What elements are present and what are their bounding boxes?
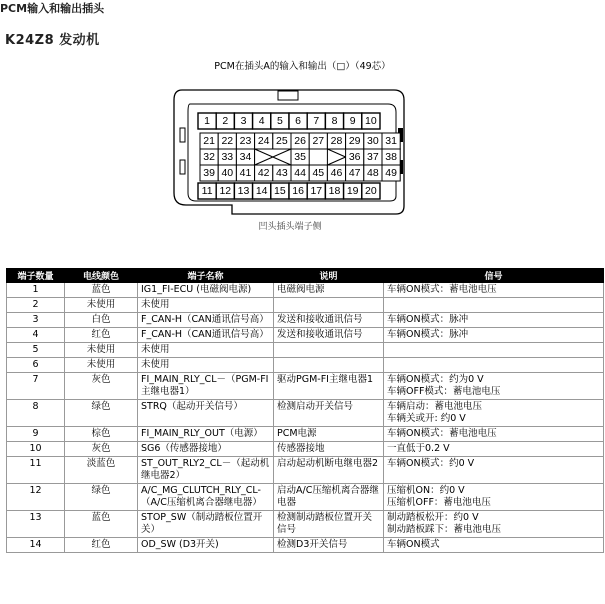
terminal-name: F_CAN-H（CAN通讯信号高） — [138, 328, 274, 343]
terminal-name: 未使用 — [138, 343, 274, 358]
wire-color: 灰色 — [65, 442, 138, 457]
pin-label: 16 — [292, 185, 304, 197]
connector-diagram — [0, 0, 605, 240]
description: 检测D3开关信号 — [274, 538, 384, 553]
pin-label: 3 — [240, 115, 247, 127]
table-row — [7, 427, 604, 442]
pin-label: 6 — [295, 115, 302, 127]
wire-color: 白色 — [65, 313, 138, 328]
pin-label: 10 — [365, 115, 377, 127]
terminal-number: 8 — [7, 400, 65, 427]
wire-color: 红色 — [65, 538, 138, 553]
pin-label: 15 — [274, 185, 286, 197]
terminal-name: F_CAN-H（CAN通讯信号高） — [138, 313, 274, 328]
wire-color: 未使用 — [65, 358, 138, 373]
terminal-number: 4 — [7, 328, 65, 343]
description: 发送和接收通讯信号 — [274, 328, 384, 343]
pin-label: 39 — [203, 167, 215, 179]
terminal-name: 未使用 — [138, 358, 274, 373]
pin-label: 7 — [313, 115, 320, 127]
pin-label: 17 — [310, 185, 323, 197]
pin-label: 33 — [221, 151, 234, 163]
wire-color: 未使用 — [65, 298, 138, 313]
terminal-name: FI_MAIN_RLY_CL－（PGM-FI主继电器1） — [138, 373, 274, 400]
description — [274, 298, 384, 313]
wire-color: 未使用 — [65, 343, 138, 358]
table-row — [7, 457, 604, 484]
signal: 车辆ON模式 — [384, 538, 604, 553]
pin-label: 4 — [258, 115, 265, 127]
description — [274, 358, 384, 373]
wire-color: 蓝色 — [65, 283, 138, 298]
pin-label: 13 — [237, 185, 250, 197]
pin-label: 36 — [348, 151, 361, 163]
pin-label: 28 — [330, 135, 343, 147]
pin-label: 1 — [204, 115, 211, 127]
table-row — [7, 373, 604, 400]
signal — [384, 298, 604, 313]
pin-label: 30 — [367, 135, 379, 147]
wire-color: 淡蓝色 — [65, 457, 138, 484]
signal: 车辆ON模式：蓄电池电压 — [384, 283, 604, 298]
pin-label: 49 — [385, 167, 397, 179]
header-description: 说明 — [274, 269, 384, 283]
connector-caption: 凹头插头端子侧 — [258, 222, 322, 232]
terminal-name: IG1_FI-ECU (电磁阀电源) — [138, 283, 274, 298]
description: 电磁阀电源 — [274, 283, 384, 298]
signal: 车辆ON模式：脉冲 — [384, 313, 604, 328]
terminal-number: 14 — [7, 538, 65, 553]
terminal-number: 12 — [7, 484, 65, 511]
pin-label: 32 — [203, 151, 215, 163]
table-row — [7, 358, 604, 373]
terminal-number: 2 — [7, 298, 65, 313]
signal: 车辆ON模式：蓄电池电压 — [384, 427, 604, 442]
header-terminal: 端子数量 — [7, 269, 65, 283]
signal: 车辆启动：蓄电池电压 车辆关或开: 约0 V — [384, 400, 604, 427]
pin-label: 46 — [330, 167, 343, 179]
pin-label: 42 — [257, 167, 270, 179]
table-header-row — [7, 269, 604, 283]
wire-color: 蓝色 — [65, 511, 138, 538]
pin-label: 5 — [276, 115, 283, 127]
terminal-number: 13 — [7, 511, 65, 538]
pin-label: 21 — [203, 135, 215, 147]
table-row — [7, 343, 604, 358]
terminal-number: 5 — [7, 343, 65, 358]
table-row — [7, 484, 604, 511]
wire-color: 绿色 — [65, 484, 138, 511]
signal: 一直低于0.2 V — [384, 442, 604, 457]
description — [274, 343, 384, 358]
table-row — [7, 511, 604, 538]
engine-model-title: K24Z8 发动机 — [5, 33, 100, 48]
terminal-name: ST_OUT_RLY2_CL－（起动机继电器2） — [138, 457, 274, 484]
pin-label: 9 — [349, 115, 356, 127]
terminal-number: 11 — [7, 457, 65, 484]
signal: 压缩机ON：约0 V 压缩机OFF：蓄电池电压 — [384, 484, 604, 511]
description: 驱动PGM-FI主继电器1 — [274, 373, 384, 400]
terminal-name: STRQ（起动开关信号） — [138, 400, 274, 427]
pin-label: 44 — [294, 167, 306, 179]
pin-label: 12 — [219, 185, 232, 197]
terminal-name: A/C_MG_CLUTCH_RLY_CL-（A/C压缩机离合器继电器） — [138, 484, 274, 511]
description: PCM电源 — [274, 427, 384, 442]
signal — [384, 358, 604, 373]
pin-label: 35 — [294, 151, 306, 163]
terminal-number: 9 — [7, 427, 65, 442]
description: 发送和接收通讯信号 — [274, 313, 384, 328]
pin-label: 18 — [328, 185, 341, 197]
description: 检测制动踏板位置开关信号 — [274, 511, 384, 538]
pin-label: 19 — [346, 185, 359, 197]
wire-color: 灰色 — [65, 373, 138, 400]
pin-label: 25 — [276, 135, 288, 147]
terminal-name: SG6（传感器接地） — [138, 442, 274, 457]
description: 启动起动机断电继电器2 — [274, 457, 384, 484]
table-row — [7, 283, 604, 298]
page-header: PCM输入和输出插头 — [0, 2, 105, 15]
pin-label: 29 — [348, 135, 361, 147]
signal — [384, 343, 604, 358]
pin-label: 24 — [257, 135, 270, 147]
wire-color: 绿色 — [65, 400, 138, 427]
wire-color: 棕色 — [65, 427, 138, 442]
table-row — [7, 442, 604, 457]
terminal-name: STOP_SW（制动踏板位置开关） — [138, 511, 274, 538]
pin-label: 22 — [221, 135, 234, 147]
signal: 车辆ON模式：脉冲 — [384, 328, 604, 343]
header-wire-color: 电线颜色 — [65, 269, 138, 283]
pin-label: 2 — [222, 115, 229, 127]
table-row — [7, 538, 604, 553]
terminal-number: 7 — [7, 373, 65, 400]
header-terminal-name: 端子名称 — [138, 269, 274, 283]
terminal-number: 3 — [7, 313, 65, 328]
description: 启动A/C压缩机离合器继电器 — [274, 484, 384, 511]
signal: 制动踏板松开：约0 V 制动踏板踩下：蓄电池电压 — [384, 511, 604, 538]
terminal-name: 未使用 — [138, 298, 274, 313]
pin-label: 48 — [367, 167, 379, 179]
connector-title: PCM在插头A的输入和输出（□）（49芯） — [214, 61, 391, 72]
pin-label: 45 — [312, 167, 325, 179]
pin-label: 11 — [201, 185, 213, 197]
table-row — [7, 400, 604, 427]
pin-table — [6, 268, 604, 553]
pin-label: 20 — [365, 185, 377, 197]
pin-label: 14 — [255, 185, 268, 197]
pin-label: 8 — [331, 115, 338, 127]
terminal-name: OD_SW (D3开关) — [138, 538, 274, 553]
pin-label: 31 — [385, 135, 397, 147]
pin-label: 40 — [221, 167, 234, 179]
header-signal: 信号 — [384, 269, 604, 283]
pin-label: 41 — [239, 167, 252, 179]
pin-label: 38 — [385, 151, 397, 163]
description: 传感器接地 — [274, 442, 384, 457]
table-row — [7, 313, 604, 328]
pin-label: 27 — [312, 135, 325, 147]
pin-label: 47 — [348, 167, 361, 179]
pin-label: 43 — [276, 167, 288, 179]
wire-color: 红色 — [65, 328, 138, 343]
terminal-number: 1 — [7, 283, 65, 298]
terminal-number: 10 — [7, 442, 65, 457]
pin-label: 23 — [239, 135, 252, 147]
table-row — [7, 298, 604, 313]
table-row — [7, 328, 604, 343]
signal: 车辆ON模式：约为0 V 车辆OFF模式：蓄电池电压 — [384, 373, 604, 400]
description: 检测启动开关信号 — [274, 400, 384, 427]
pin-label: 34 — [239, 151, 252, 163]
pin-label: 26 — [294, 135, 306, 147]
pin-label: 37 — [367, 151, 379, 163]
terminal-number: 6 — [7, 358, 65, 373]
signal: 车辆ON模式：约0 V — [384, 457, 604, 484]
terminal-name: FI_MAIN_RLY_OUT（电源） — [138, 427, 274, 442]
